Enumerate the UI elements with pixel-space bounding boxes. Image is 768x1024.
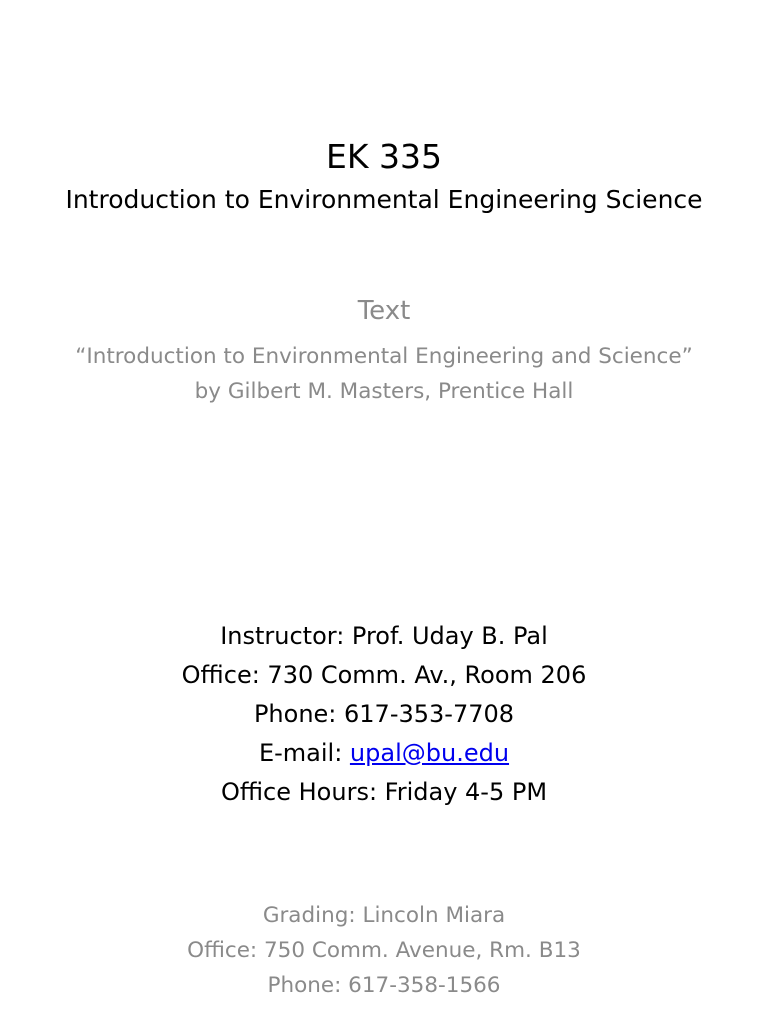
instructor-office: Office: 730 Comm. Av., Room 206 [181, 661, 587, 689]
instructor-email-link[interactable]: upal@bu.edu [349, 739, 510, 767]
course-title: Introduction to Environmental Engineering Science [65, 185, 703, 214]
textbook-heading: Text [357, 296, 411, 326]
grader-name: Grading: Lincoln Miara [262, 903, 506, 928]
instructor-name: Instructor: Prof. Uday B. Pal [220, 622, 548, 650]
instructor-email-line [0, 739, 768, 767]
grader-phone: Phone: 617-358-1566 [267, 973, 501, 998]
instructor-phone: Phone: 617-353-7708 [253, 700, 515, 728]
textbook-title: “Introduction to Environmental Engineering and Science” [75, 344, 693, 369]
instructor-office-hours: Office Hours: Friday 4-5 PM [220, 778, 548, 806]
course-code: EK 335 [326, 137, 442, 176]
instructor-email-label: E-mail: [258, 739, 350, 767]
textbook-author: by Gilbert M. Masters, Prentice Hall [194, 379, 574, 404]
grader-office: Office: 750 Comm. Avenue, Rm. B13 [187, 938, 581, 963]
